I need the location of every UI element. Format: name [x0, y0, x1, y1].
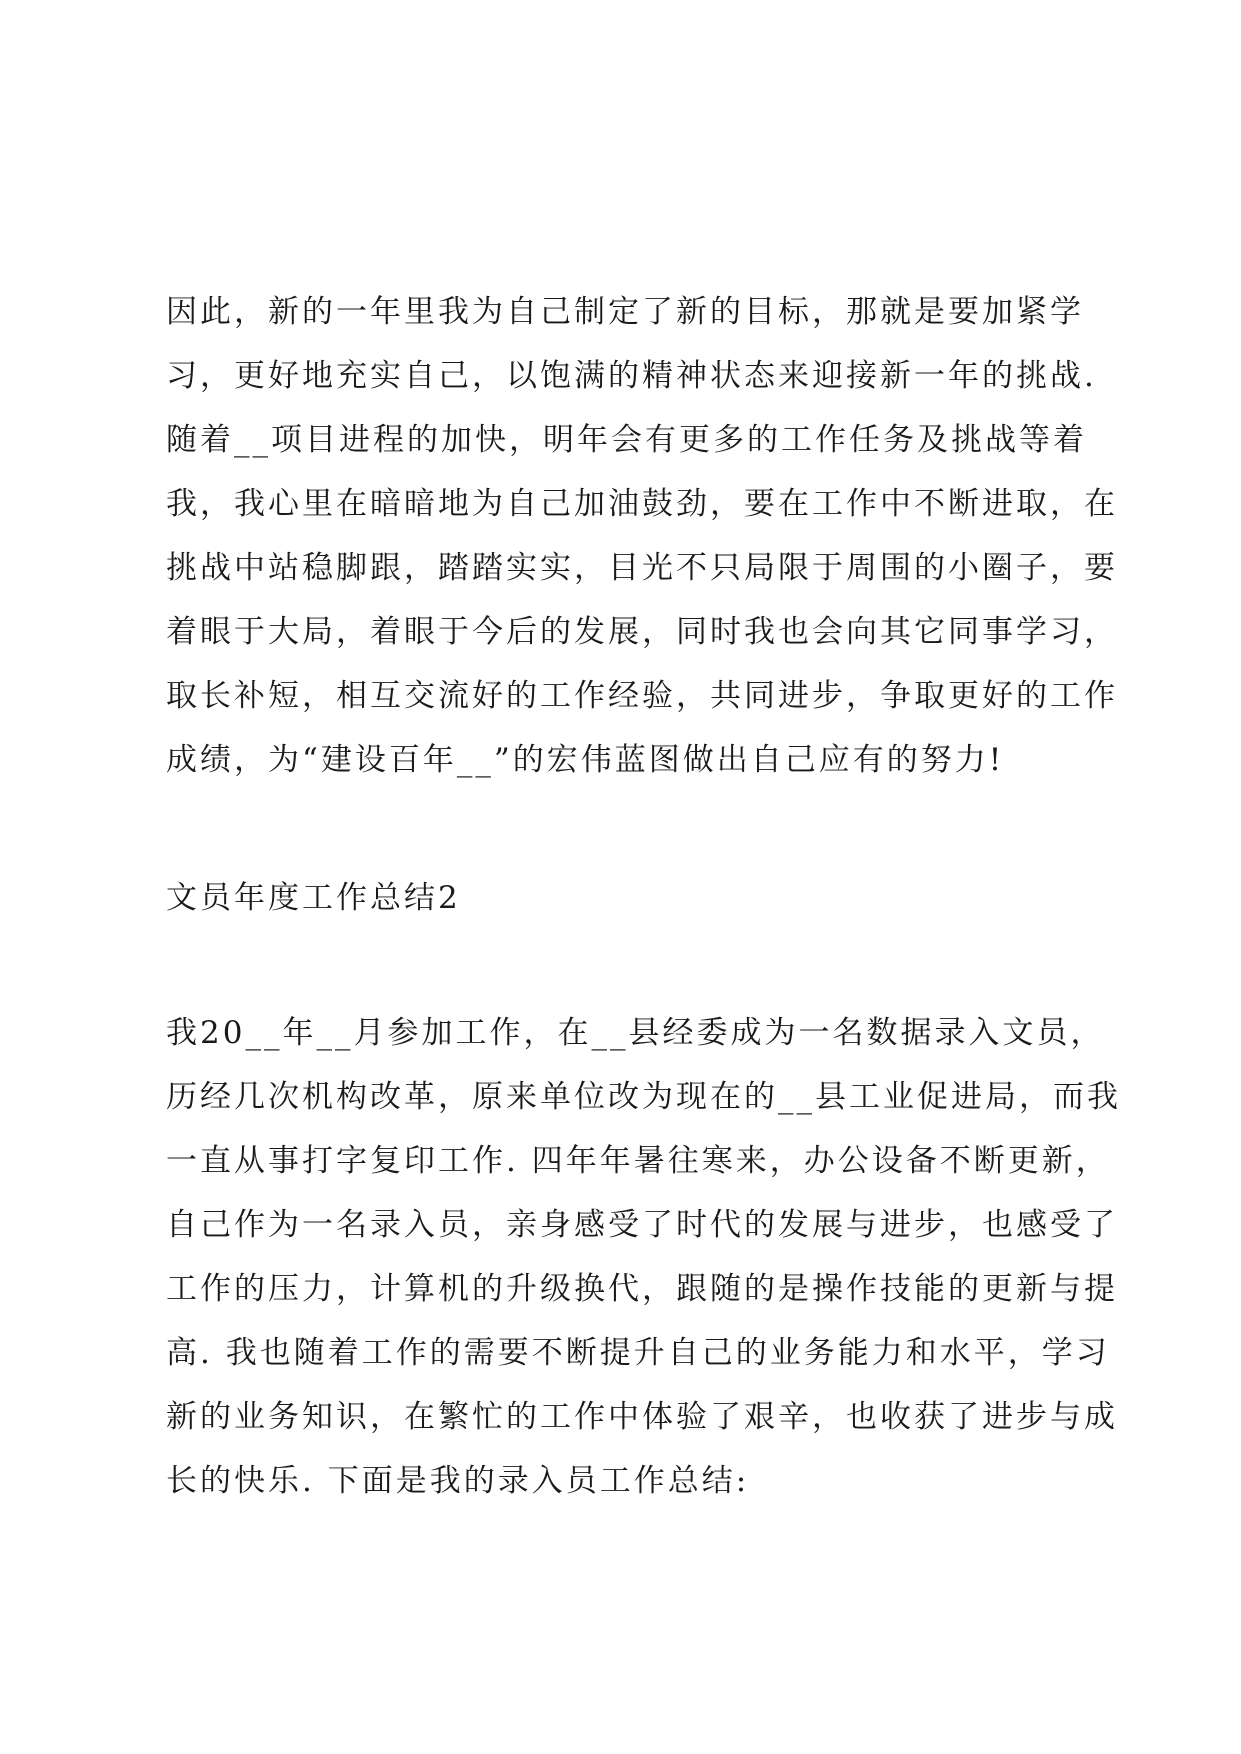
paragraph-2-line: 自己作为一名录入员，亲身感受了时代的发展与进步，也感受了 — [166, 1207, 1118, 1243]
paragraph-1-line: 随着__项目进程的加快，明年会有更多的工作任务及挑战等着 — [166, 422, 1087, 458]
paragraph-1-line: 取长补短，相互交流好的工作经验，共同进步，争取更好的工作 — [166, 678, 1118, 714]
paragraph-2 — [166, 1001, 1121, 1513]
paragraph-2-line: 历经几次机构改革，原来单位改为现在的__县工业促进局，而我 — [166, 1079, 1121, 1115]
paragraph-1-line: 因此，新的一年里我为自己制定了新的目标，那就是要加紧学 — [166, 294, 1084, 330]
paragraph-1-line: 我，我心里在暗暗地为自己加油鼓劲，要在工作中不断进取，在 — [166, 486, 1118, 522]
paragraph-1-line: 着眼于大局，着眼于今后的发展，同时我也会向其它同事学习， — [166, 614, 1118, 650]
paragraph-2-line: 高. 我也随着工作的需要不断提升自己的业务能力和水平，学习 — [166, 1335, 1110, 1371]
paragraph-1-line: 挑战中站稳脚跟，踏踏实实，目光不只局限于周围的小圈子，要 — [166, 550, 1118, 586]
paragraph-2-line: 一直从事打字复印工作. 四年年暑往寒来，办公设备不断更新， — [166, 1143, 1110, 1179]
paragraph-2-line: 工作的压力，计算机的升级换代，跟随的是操作技能的更新与提 — [166, 1271, 1118, 1307]
paragraph-2-line: 我20__年__月参加工作，在__县经委成为一名数据录入文员， — [166, 1015, 1105, 1051]
section-heading: 文员年度工作总结2 — [166, 880, 461, 916]
paragraph-1 — [166, 280, 1118, 792]
paragraph-1-line: 习，更好地充实自己，以饱满的精神状态来迎接新一年的挑战. — [166, 358, 1097, 394]
paragraph-2-line: 长的快乐. 下面是我的录入员工作总结: — [166, 1463, 750, 1499]
section-heading-block — [166, 866, 1096, 930]
paragraph-1-line: 成绩，为“建设百年__”的宏伟蓝图做出自己应有的努力! — [166, 742, 1005, 778]
paragraph-2-line: 新的业务知识，在繁忙的工作中体验了艰辛，也收获了进步与成 — [166, 1399, 1118, 1435]
